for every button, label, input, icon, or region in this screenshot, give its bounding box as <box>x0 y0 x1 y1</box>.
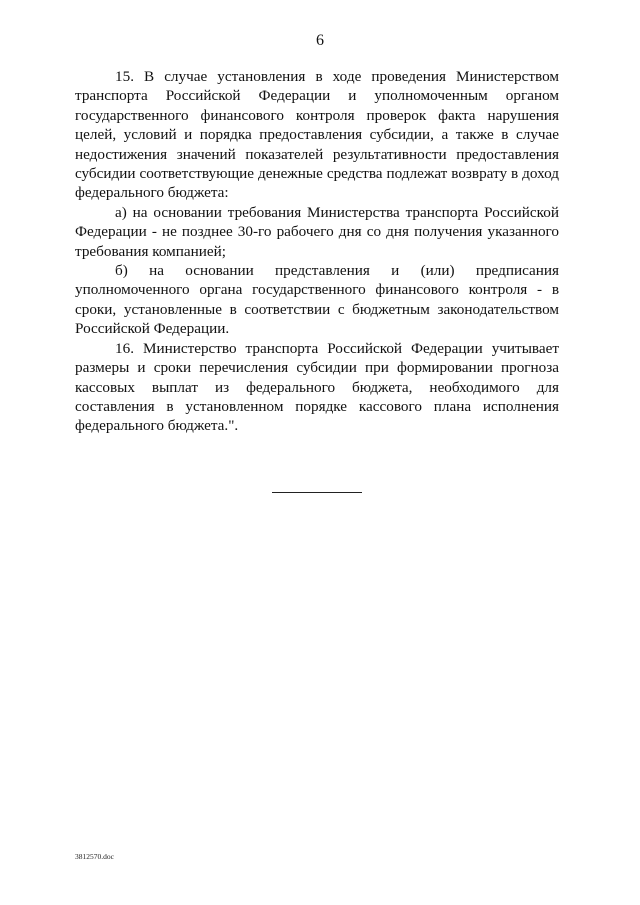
paragraph-15-a: а) на основании требования Министерства транспорта Российской Федерации - не позднее 30-го рабочего дня со дня получения указанного требования компанией; <box>75 203 559 260</box>
page-number: 6 <box>316 32 324 49</box>
end-divider-line <box>272 492 362 493</box>
paragraph-16: 16. Министерство транспорта Российской Федерации учитывает размеры и сроки перечисления субсидии при формировании прогноза кассовых выплат из федерального бюджета, необходимого для составления в установленном порядке кассового плана исполнения федерального бюджета.". <box>75 339 559 435</box>
document-body <box>75 67 559 436</box>
paragraph-15: 15. В случае установления в ходе проведения Министерством транспорта Российской Федерации и уполномоченным органом государственного финансового контроля проверок факта нарушения целей, условий и порядка предоставления субсидии, а также в случае недостижения значений показателей результативности предоставления субсидии соответствующие денежные средства подлежат возврату в доход федерального бюджета: <box>75 68 559 202</box>
paragraph-15-b: б) на основании представления и (или) предписания уполномоченного органа государственного финансового контроля - в сроки, установленные в соответствии с бюджетным законодательством Российской Федерации. <box>75 262 559 338</box>
document-file-name: 3812570.doc <box>75 852 114 861</box>
